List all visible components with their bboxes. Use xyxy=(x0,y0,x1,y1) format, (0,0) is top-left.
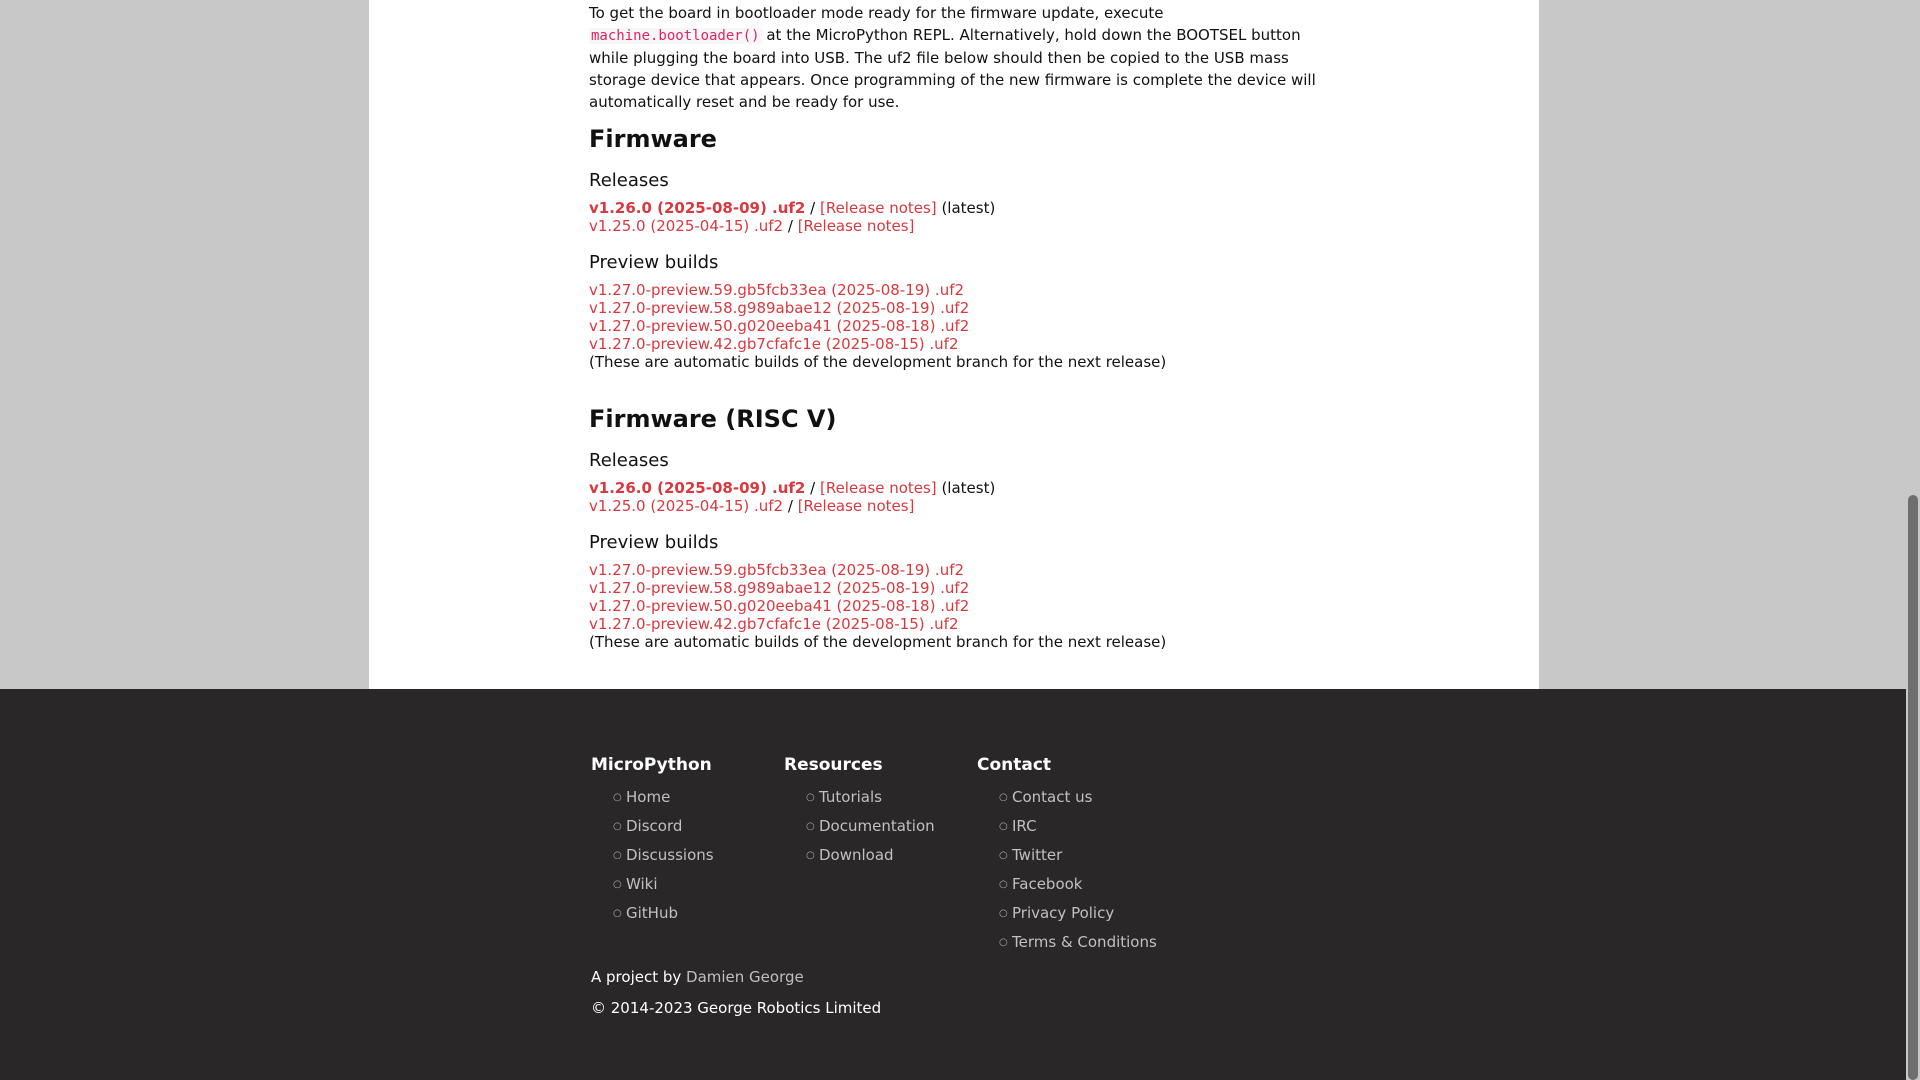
circle-bullet-icon: ○ xyxy=(806,792,815,803)
copyright: © 2014-2023 George Robotics Limited xyxy=(591,999,882,1017)
intro-text: To get the board in bootloader mode ready for the firmware update, execute xyxy=(589,4,1164,22)
preview-download-link[interactable]: v1.27.0-preview.50.g020eeba41 (2025-08-18) .uf2 xyxy=(589,597,970,615)
circle-bullet-icon: ○ xyxy=(613,792,622,803)
footer-heading: Resources xyxy=(784,755,883,775)
footer-link-discussions[interactable]: Discussions xyxy=(626,846,714,864)
preview-download-link[interactable]: v1.27.0-preview.42.gb7cfafc1e (2025-08-15) .uf2 xyxy=(589,615,959,633)
preview-download-link[interactable]: v1.27.0-preview.58.g989abae12 (2025-08-19) .uf2 xyxy=(589,579,970,597)
firmware-riscv-section xyxy=(589,405,837,433)
footer-list-item xyxy=(999,928,1157,957)
bootloader-code: machine.bootloader() xyxy=(591,28,760,44)
releases-heading: Releases xyxy=(589,170,669,191)
footer-link-terms[interactable]: Terms & Conditions xyxy=(1012,933,1157,951)
footer-link-documentation[interactable]: Documentation xyxy=(819,817,935,835)
site-footer xyxy=(0,689,1906,1080)
section-title: Firmware xyxy=(589,125,717,153)
footer-link-wiki[interactable]: Wiki xyxy=(626,875,658,893)
circle-bullet-icon: ○ xyxy=(613,879,622,890)
footer-credit xyxy=(591,968,804,986)
latest-label: (latest) xyxy=(936,479,996,497)
preview-builds xyxy=(589,532,718,554)
credit-prefix: A project by xyxy=(591,968,687,986)
circle-bullet-icon: ○ xyxy=(999,908,1008,919)
footer-link-home[interactable]: Home xyxy=(626,788,671,806)
intro-text-continued: at the MicroPython REPL. Alternatively, hold down the BOOTSEL button while plugging the board into USB. The uf2 file below should then be copied to the USB mass storage device that appears. Once programming of the new firmware is complete the device will automatically reset and be ready for use. xyxy=(589,26,1316,111)
footer-link-irc[interactable]: IRC xyxy=(1012,817,1037,835)
preview-heading: Preview builds xyxy=(589,532,719,553)
firmware-section xyxy=(589,125,717,153)
footer-list-item xyxy=(806,812,935,841)
preview-download-link[interactable]: v1.27.0-preview.42.gb7cfafc1e (2025-08-15) .uf2 xyxy=(589,335,959,353)
footer-list-item xyxy=(999,870,1157,899)
circle-bullet-icon: ○ xyxy=(999,937,1008,948)
release-notes-link[interactable]: [Release notes] xyxy=(819,479,937,497)
footer-list-item xyxy=(613,783,714,812)
footer-column-resources xyxy=(784,755,935,870)
release-download-link[interactable]: v1.26.0 (2025-08-09) .uf2 xyxy=(589,479,806,497)
circle-bullet-icon: ○ xyxy=(999,792,1008,803)
release-item xyxy=(589,199,995,217)
footer-link-contact-us[interactable]: Contact us xyxy=(1012,788,1093,806)
release-download-link[interactable]: v1.26.0 (2025-08-09) .uf2 xyxy=(589,199,806,217)
section-title: Firmware (RISC V) xyxy=(589,405,837,433)
footer-link-discord[interactable]: Discord xyxy=(626,817,683,835)
footer-link-download[interactable]: Download xyxy=(819,846,894,864)
circle-bullet-icon: ○ xyxy=(613,821,622,832)
footer-list-item xyxy=(999,899,1157,928)
scrollbar-thumb[interactable] xyxy=(1908,495,1918,1080)
circle-bullet-icon: ○ xyxy=(806,850,815,861)
preview-note: (These are automatic builds of the development branch for the next release) xyxy=(589,633,1167,651)
vertical-scrollbar[interactable] xyxy=(1906,0,1920,1080)
release-item xyxy=(589,217,995,235)
release-download-link[interactable]: v1.25.0 (2025-04-15) .uf2 xyxy=(589,497,784,515)
preview-download-link[interactable]: v1.27.0-preview.50.g020eeba41 (2025-08-18) .uf2 xyxy=(589,317,970,335)
footer-heading: Contact xyxy=(977,755,1052,775)
footer-heading: MicroPython xyxy=(591,755,712,775)
separator: / xyxy=(805,479,820,497)
circle-bullet-icon: ○ xyxy=(806,821,815,832)
release-list xyxy=(589,479,995,515)
release-notes-link[interactable]: [Release notes] xyxy=(819,199,937,217)
footer-list-item xyxy=(806,783,935,812)
circle-bullet-icon: ○ xyxy=(999,879,1008,890)
footer-list-item xyxy=(806,841,935,870)
footer-list-item xyxy=(999,841,1157,870)
preview-list xyxy=(589,281,1166,371)
preview-builds xyxy=(589,252,718,274)
intro-paragraph xyxy=(589,2,1329,113)
footer-column-contact xyxy=(977,755,1157,957)
preview-download-link[interactable]: v1.27.0-preview.59.gb5fcb33ea (2025-08-19) .uf2 xyxy=(589,561,965,579)
footer-link-facebook[interactable]: Facebook xyxy=(1012,875,1083,893)
footer-link-twitter[interactable]: Twitter xyxy=(1012,846,1063,864)
footer-link-list xyxy=(591,783,714,928)
footer-column-micropython xyxy=(591,755,714,928)
release-item xyxy=(589,497,995,515)
footer-list-item xyxy=(613,812,714,841)
footer-link-privacy-policy[interactable]: Privacy Policy xyxy=(1012,904,1115,922)
latest-label: (latest) xyxy=(936,199,996,217)
preview-download-link[interactable]: v1.27.0-preview.58.g989abae12 (2025-08-19) .uf2 xyxy=(589,299,970,317)
circle-bullet-icon: ○ xyxy=(999,850,1008,861)
preview-list xyxy=(589,561,1166,651)
release-notes-link[interactable]: [Release notes] xyxy=(797,497,915,515)
preview-heading: Preview builds xyxy=(589,252,719,273)
releases-heading: Releases xyxy=(589,450,669,471)
release-list xyxy=(589,199,995,235)
footer-list-item xyxy=(999,812,1157,841)
separator: / xyxy=(783,217,798,235)
footer-link-list xyxy=(977,783,1157,957)
circle-bullet-icon: ○ xyxy=(613,908,622,919)
footer-list-item xyxy=(613,899,714,928)
footer-list-item xyxy=(613,870,714,899)
circle-bullet-icon: ○ xyxy=(613,850,622,861)
separator: / xyxy=(805,199,820,217)
circle-bullet-icon: ○ xyxy=(999,821,1008,832)
author-link[interactable]: Damien George xyxy=(686,968,804,986)
footer-list-item xyxy=(613,841,714,870)
footer-link-tutorials[interactable]: Tutorials xyxy=(819,788,882,806)
release-notes-link[interactable]: [Release notes] xyxy=(797,217,915,235)
preview-note: (These are automatic builds of the development branch for the next release) xyxy=(589,353,1167,371)
footer-list-item xyxy=(999,783,1157,812)
firmware-releases xyxy=(589,170,669,192)
release-download-link[interactable]: v1.25.0 (2025-04-15) .uf2 xyxy=(589,217,784,235)
main-content xyxy=(589,0,1329,651)
firmware-riscv-releases xyxy=(589,450,669,472)
footer-link-github[interactable]: GitHub xyxy=(626,904,678,922)
footer-link-list xyxy=(784,783,935,870)
release-item xyxy=(589,479,995,497)
separator: / xyxy=(783,497,798,515)
preview-download-link[interactable]: v1.27.0-preview.59.gb5fcb33ea (2025-08-19) .uf2 xyxy=(589,281,965,299)
